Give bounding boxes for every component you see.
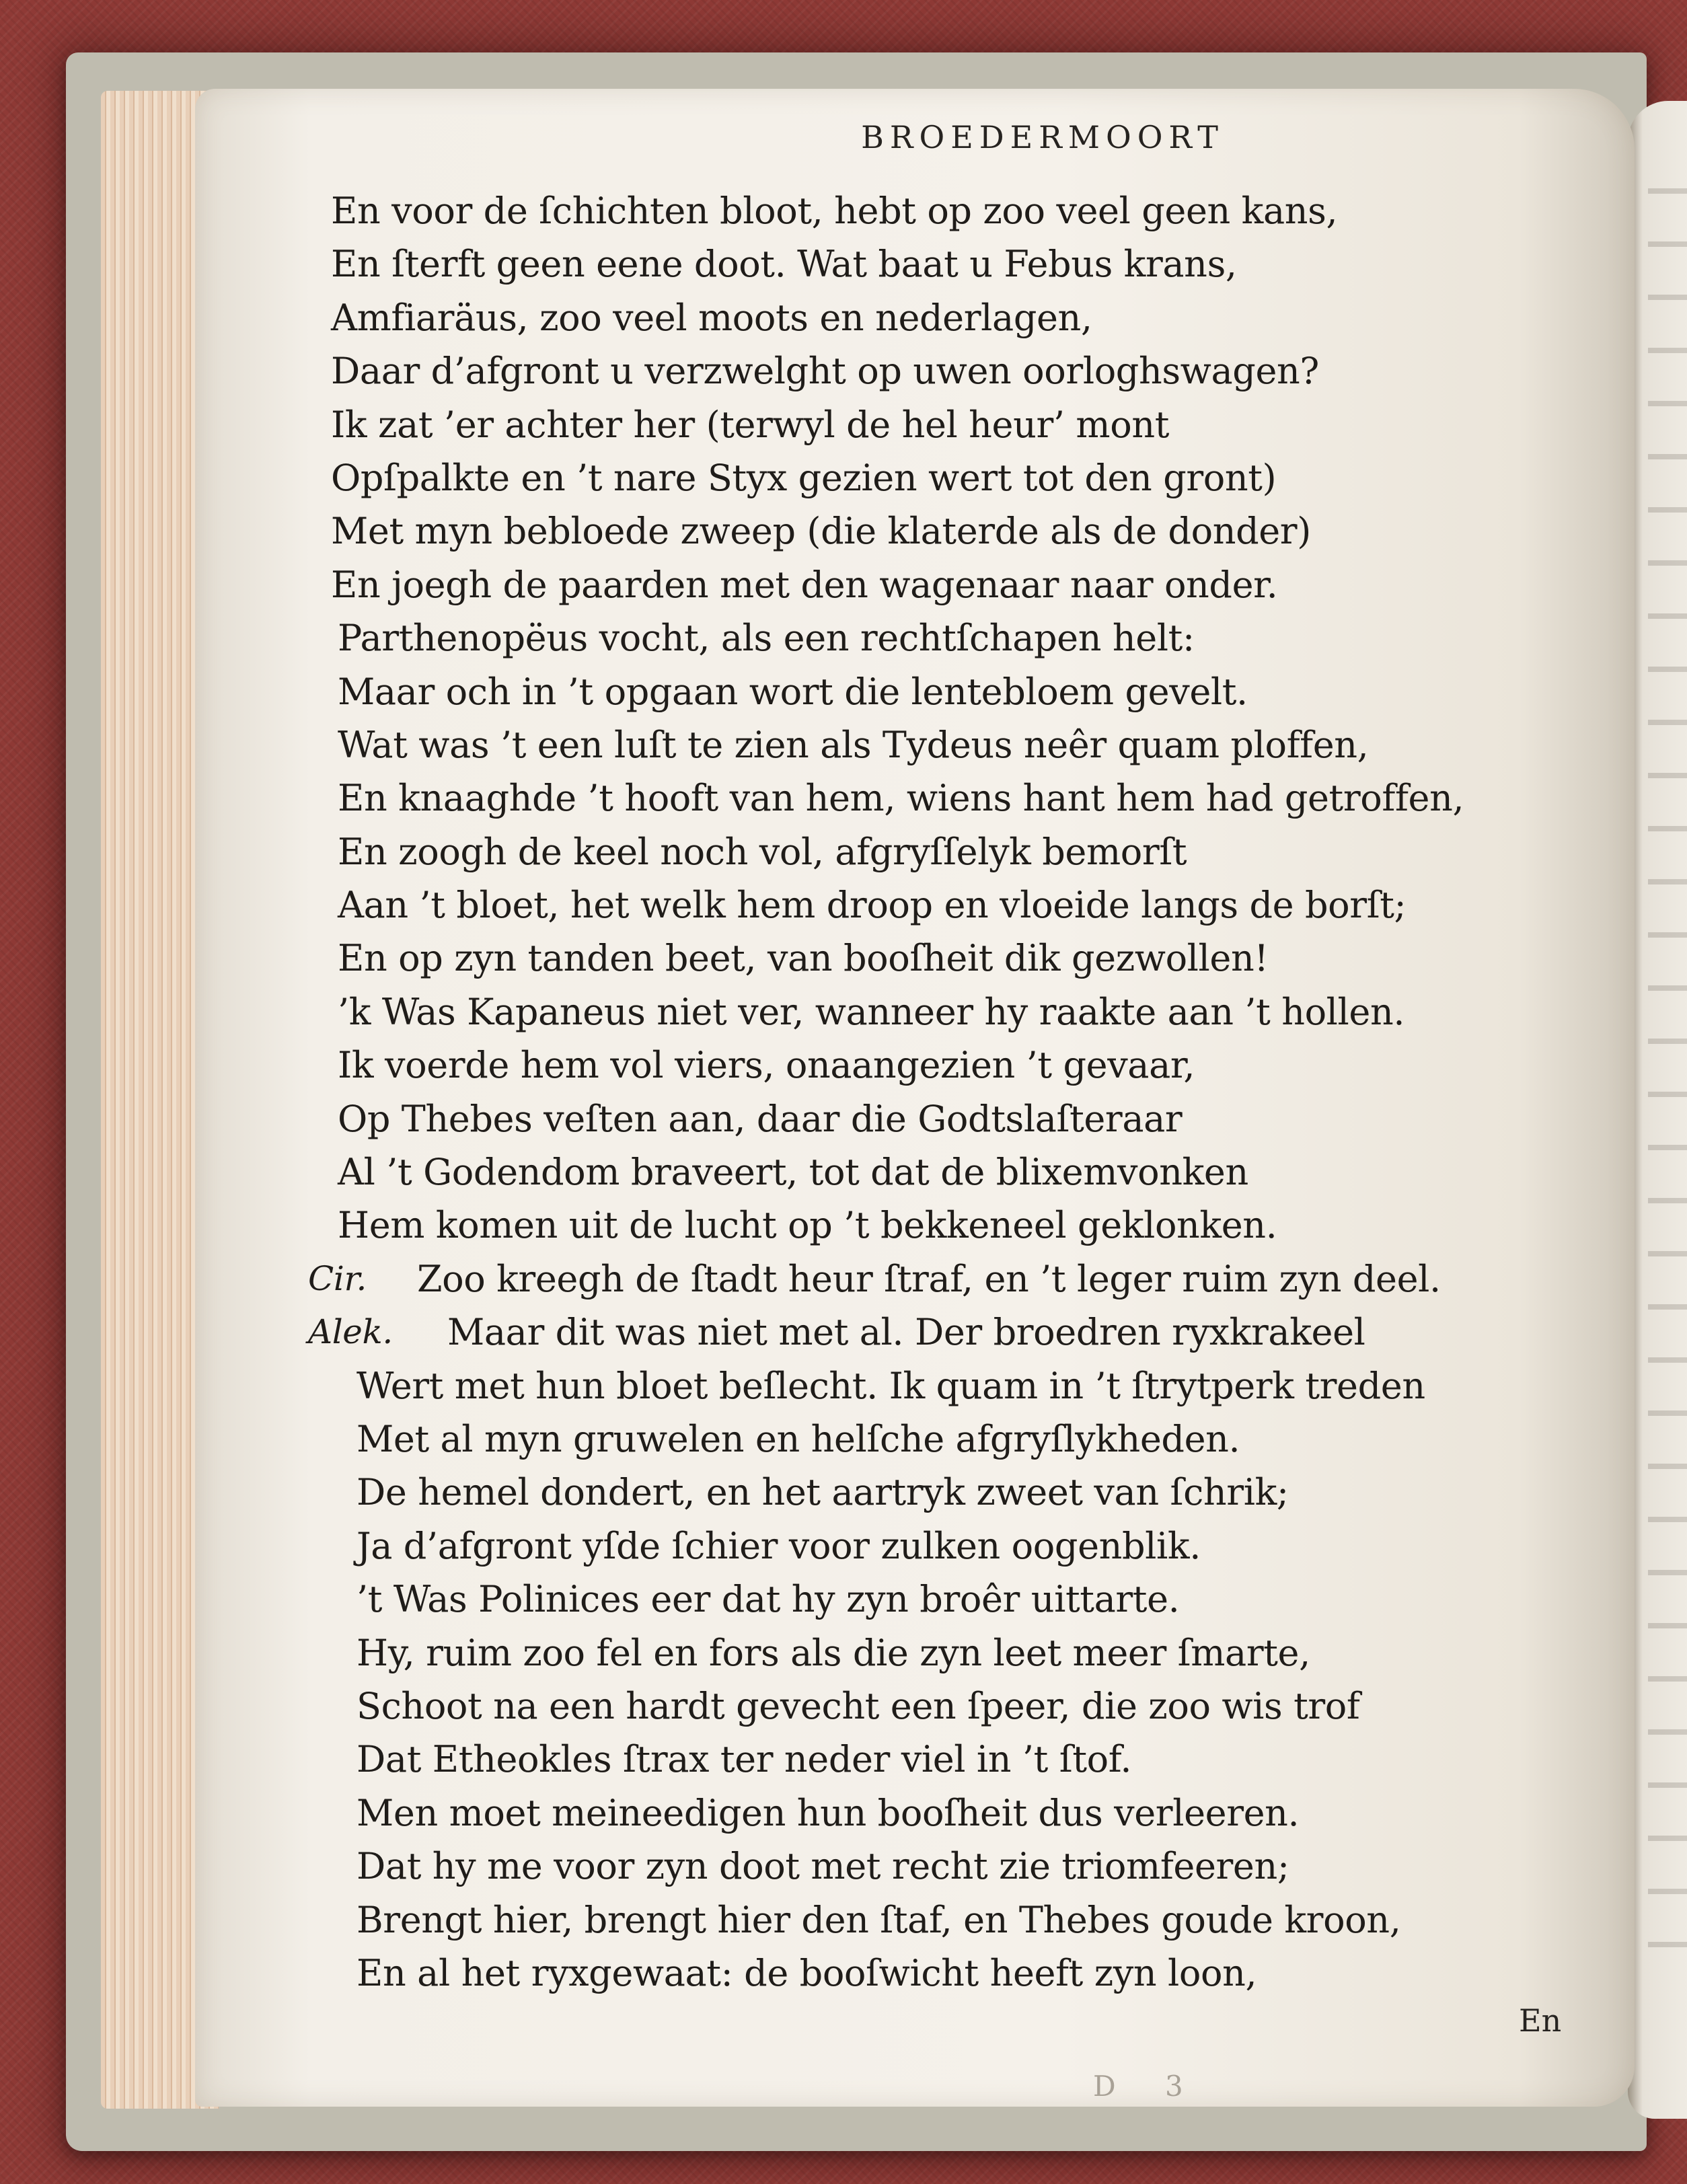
verse-line	[195, 1092, 1635, 1145]
verse-text: Hy, ruim zoo fel en fors als die zyn leet meer ſmarte,	[357, 1631, 1310, 1674]
verse-line	[195, 611, 1635, 665]
verse-text: En knaaghde ’t hooft van hem, wiens hant hem had getroffen,	[338, 777, 1464, 820]
verse-line	[195, 1252, 1635, 1306]
facing-page-text-shadow	[1648, 155, 1687, 1971]
book-page	[195, 89, 1635, 2107]
verse-text: Parthenopëus vocht, als een rechtſchapen helt:	[338, 617, 1195, 660]
verse-text: Maar och in ’t opgaan wort die lentebloem gevelt.	[338, 670, 1248, 713]
verse-line	[195, 1519, 1635, 1573]
verse-text: Dat Etheokles ſtrax ter neder viel in ’t ſtof.	[357, 1738, 1132, 1781]
verse-line	[195, 878, 1635, 932]
speaker-label: Cir.	[308, 1258, 367, 1298]
verse-line	[195, 718, 1635, 771]
facing-page	[1628, 101, 1687, 2119]
verse-text: De hemel dondert, en het aartryk zweet van ſchrik;	[357, 1471, 1289, 1514]
verse-line	[195, 451, 1635, 504]
signature-mark: D 3	[1093, 2070, 1203, 2103]
verse-text: Ik zat ’er achter her (terwyl de hel heur’ mont	[331, 403, 1170, 446]
verse-line	[195, 771, 1635, 825]
verse-text: Brengt hier, brengt hier den ſtaf, en Thebes goude kroon,	[357, 1898, 1401, 1941]
verse-line	[195, 1039, 1635, 1092]
verse-line	[195, 1947, 1635, 2000]
verse-text: En ſterft geen eene doot. Wat baat u Febus krans,	[331, 243, 1237, 286]
verse-text: Daar d’afgront u verzwelght op uwen oorloghswagen?	[331, 350, 1319, 393]
verse-text: Zoo kreegh de ſtadt heur ſtraf, en ’t leger ruim zyn deel.	[417, 1257, 1441, 1300]
verse-line	[195, 665, 1635, 718]
verse-line	[195, 1733, 1635, 1786]
verse-line	[195, 1306, 1635, 1359]
verse-text: Men moet meineedigen hun booſheit dus verleeren.	[357, 1791, 1300, 1834]
verse-line	[195, 1466, 1635, 1519]
verse-line	[195, 985, 1635, 1039]
verse-line	[195, 1626, 1635, 1680]
verse-text: Amfiaräus, zoo veel moots en nederlagen,	[331, 296, 1092, 339]
verse-text: En op zyn tanden beet, van booſheit dik gezwollen!	[338, 937, 1269, 980]
verse-line	[195, 237, 1635, 291]
verse-text: Schoot na een hardt gevecht een ſpeer, die zoo wis trof	[357, 1684, 1360, 1727]
verse-block	[195, 184, 1635, 2000]
verse-text: En al het ryxgewaat: de booſwicht heeft zyn loon,	[357, 1951, 1257, 1994]
verse-text: En joegh de paarden met den wagenaar naar onder.	[331, 563, 1278, 606]
verse-line	[195, 1145, 1635, 1199]
catchword: En	[1519, 2002, 1562, 2039]
verse-line	[195, 1573, 1635, 1626]
verse-line	[195, 504, 1635, 558]
verse-text: ’k Was Kapaneus niet ver, wanneer hy raakte aan ’t hollen.	[338, 990, 1405, 1033]
verse-line	[195, 1680, 1635, 1733]
verse-line	[195, 1199, 1635, 1252]
verse-text: Ik voerde hem vol viers, onaangezien ’t gevaar,	[338, 1044, 1195, 1087]
verse-text: Hem komen uit de lucht op ’t bekkeneel geklonken.	[338, 1204, 1277, 1247]
verse-text: Al ’t Godendom braveert, tot dat de blixemvonken	[338, 1151, 1248, 1194]
verse-line	[195, 291, 1635, 344]
verse-text: Op Thebes veſten aan, daar die Godtslaſteraar	[338, 1097, 1183, 1140]
verse-text: Maar dit was niet met al. Der broedren ryxkrakeel	[447, 1311, 1365, 1354]
verse-text: Met al myn gruwelen en helſche afgryſlykheden.	[357, 1417, 1240, 1460]
verse-text: Opſpalkte en ’t nare Styx gezien wert tot den gront)	[331, 456, 1277, 499]
verse-line	[195, 184, 1635, 237]
verse-text: Wert met hun bloet beſlecht. Ik quam in ’t ſtrytperk treden	[357, 1364, 1425, 1407]
verse-line	[195, 825, 1635, 878]
running-header: BROEDERMOORT	[861, 119, 1224, 155]
verse-line	[195, 344, 1635, 398]
verse-line	[195, 1413, 1635, 1466]
speaker-label: Alek.	[308, 1312, 393, 1352]
verse-text: ’t Was Polinices eer dat hy zyn broêr uittarte.	[357, 1578, 1180, 1621]
verse-line	[195, 398, 1635, 451]
verse-text: Dat hy me voor zyn doot met recht zie triomfeeren;	[357, 1845, 1289, 1888]
verse-text: En voor de ſchichten bloot, hebt op zoo veel geen kans,	[331, 190, 1338, 232]
verse-text: Wat was ’t een luſt te zien als Tydeus neêr quam ploffen,	[338, 723, 1369, 766]
verse-line	[195, 1893, 1635, 1947]
verse-text: Ja d’afgront yſde ſchier voor zulken oogenblik.	[357, 1524, 1201, 1567]
verse-line	[195, 932, 1635, 985]
verse-line	[195, 558, 1635, 611]
verse-text: Aan ’t bloet, het welk hem droop en vloeide langs de borſt;	[338, 884, 1407, 927]
verse-line	[195, 1786, 1635, 1840]
verse-text: En zoogh de keel noch vol, afgryſſelyk bemorſt	[338, 830, 1187, 873]
verse-text: Met myn bebloede zweep (die klaterde als de donder)	[331, 510, 1311, 553]
verse-line	[195, 1840, 1635, 1893]
verse-line	[195, 1359, 1635, 1413]
